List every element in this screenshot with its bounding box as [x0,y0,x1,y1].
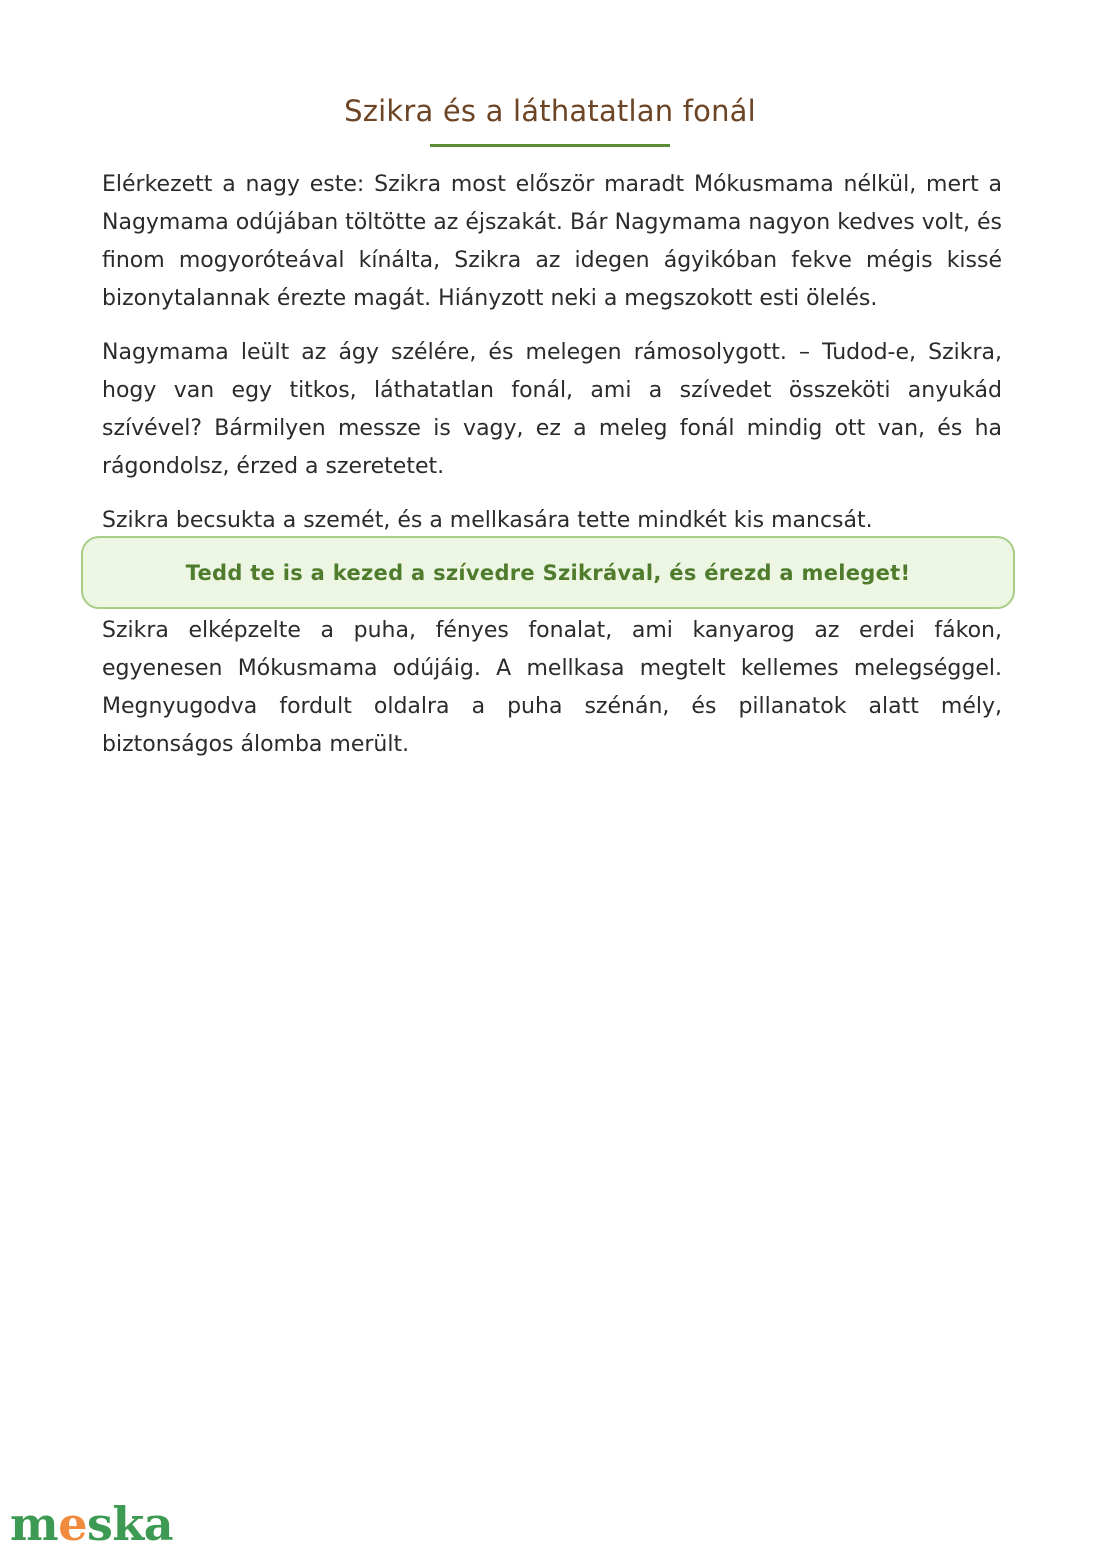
story-title: Szikra és a láthatatlan fonál [344,94,756,128]
logo-letters-rest: ska [86,1497,174,1551]
paragraph-1: Elérkezett a nagy este: Szikra most először maradt Mókusmama nélkül, mert a Nagymama odújában töltötte az éjszakát. Bár Nagymama nagyon kedves volt, és finom mogyoróteával kínálta, Szikra az idegen ágyikóban fekve mégis kissé bizonytalannak érezte magát. Hiányzott neki a megszokott esti ölelés. [102,172,1002,311]
title-underline [430,144,670,147]
activity-callout [81,536,1015,609]
meska-logo [10,1494,173,1554]
paragraph-3: Szikra becsukta a szemét, és a mellkasára tette mindkét kis mancsát. [102,508,873,533]
logo-letter-m: m [10,1497,59,1551]
callout-text: Tedd te is a kezed a szívedre Szikrával, és érezd a meleget! [185,560,911,585]
paragraph-4: Szikra elképzelte a puha, fényes fonalat, ami kanyarog az erdei fákon, egyenesen Mókusmama odújáig. A mellkasa megtelt kellemes melegséggel. Megnyugodva fordult oldalra a puha szénán, és pillanatok alatt mély, biztonságos álomba merült. [102,618,1002,757]
logo-letter-e: e [58,1497,87,1551]
paragraph-2: Nagymama leült az ágy szélére, és melegen rámosolygott. – Tudod-e, Szikra, hogy van egy titkos, láthatatlan fonál, ami a szívedet összeköti anyukád szívével? Bármilyen messze is vagy, ez a meleg fonál mindig ott van, és ha rágondolsz, érzed a szeretetet. [102,340,1002,479]
